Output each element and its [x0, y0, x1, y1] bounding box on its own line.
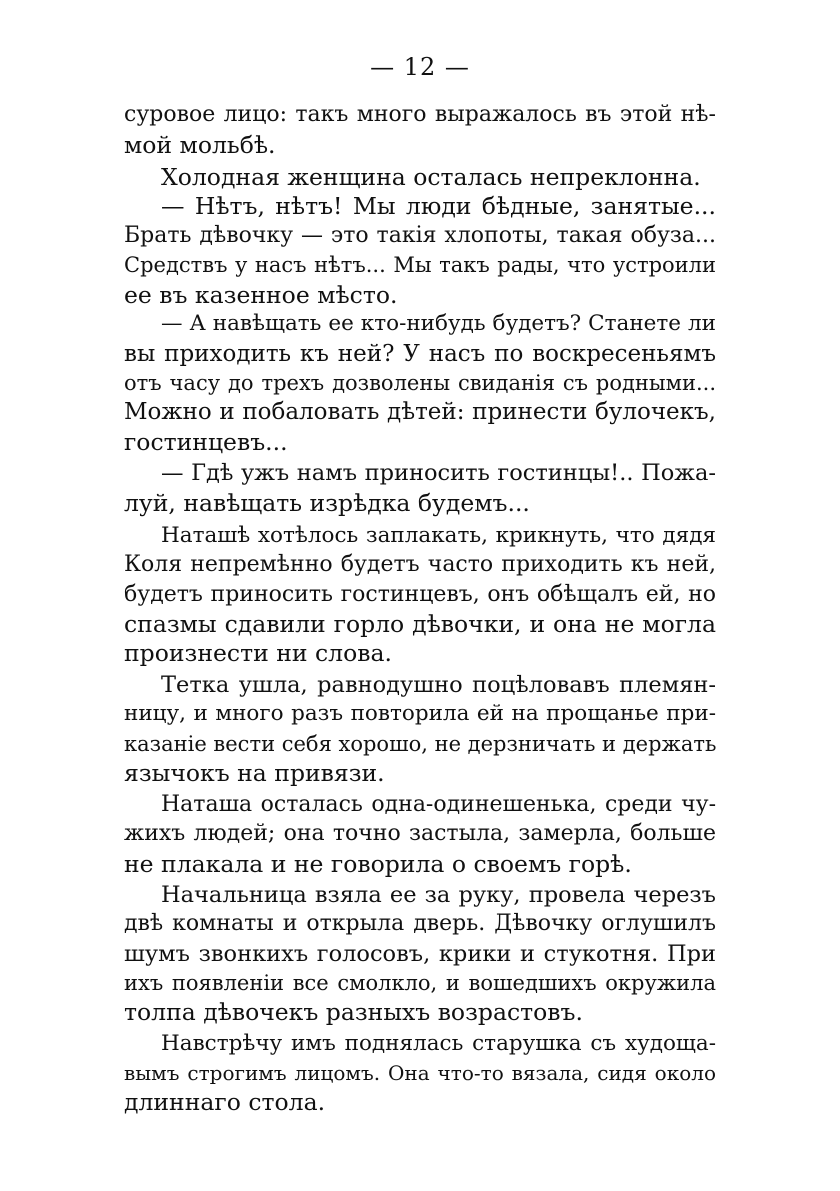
- text-line: ихъ появленіи все смолкло, и вошедшихъ окружила: [124, 971, 716, 995]
- text-line: казаніе вести себя хорошо, не дерзничать и держать: [124, 732, 717, 756]
- text-line: двѣ комнаты и открыла дверь. Дѣвочку оглушилъ: [124, 911, 716, 936]
- text-line: Можно и побаловать дѣтей: принести булочекъ,: [124, 399, 716, 425]
- text-line: вымъ строгимъ лицомъ. Она что-то вязала, сидя около: [124, 1061, 716, 1085]
- text-line: суровое лицо: такъ много выражалось въ этой нѣ-: [124, 102, 716, 127]
- text-line: Начальница взяла ее за руку, провела черезъ: [161, 882, 716, 908]
- text-line: ницу, и много разъ повторила ей на прощанье при-: [124, 701, 716, 726]
- text-line: мой мольбѣ.: [124, 131, 276, 159]
- text-line: Наташа осталась одна-одинешенька, среди чу-: [161, 792, 716, 817]
- text-line: вы приходить къ ней? У насъ по воскресеньямъ: [124, 341, 716, 367]
- text-line: жихъ людей; она точно застыла, замерла, больше: [124, 821, 716, 846]
- text-line: ее въ казенное мѣсто.: [124, 281, 398, 309]
- text-line: Средствъ у насъ нѣтъ... Мы такъ рады, что устроили: [124, 253, 716, 277]
- text-line: Тетка ушла, равнодушно поцѣловавъ племян-: [161, 672, 716, 698]
- text-line: — А навѣщать ее кто-нибудь будетъ? Станете ли: [161, 311, 716, 336]
- text-line: толпа дѣвочекъ разныхъ возрастовъ.: [124, 998, 583, 1026]
- text-line: отъ часу до трехъ дозволены свиданія съ родными...: [124, 371, 716, 395]
- text-line: — Нѣтъ, нѣтъ! Мы люди бѣдные, занятые...: [161, 192, 716, 220]
- text-line: луй, навѣщать изрѣдка будемъ...: [124, 489, 530, 517]
- page-number: — 12 —: [370, 53, 470, 81]
- text-line: Холодная женщина осталась непреклонна.: [161, 163, 701, 191]
- text-line: спазмы сдавили горло дѣвочки, и она не могла: [124, 610, 716, 638]
- text-line: Коля непремѣнно будетъ часто приходить къ ней,: [124, 552, 716, 577]
- text-line: язычокъ на привязи.: [124, 759, 385, 787]
- text-line: — Гдѣ ужъ намъ приносить гостинцы!.. Пожа-: [161, 460, 716, 486]
- text-line: Брать дѣвочку — это такія хлопоты, такая обуза...: [124, 223, 716, 248]
- text-line: шумъ звонкихъ голосовъ, крики и стукотня. При: [124, 941, 716, 967]
- text-line: Навстрѣчу имъ поднялась старушка съ худоща-: [161, 1031, 716, 1056]
- text-line: длиннаго стола.: [124, 1088, 326, 1116]
- text-line: произнести ни слова.: [124, 639, 392, 667]
- text-line: будетъ приносить гостинцевъ, онъ обѣщалъ ей, но: [124, 582, 716, 607]
- text-line: гостинцевъ...: [124, 428, 288, 456]
- text-line: Наташѣ хотѣлось заплакать, крикнуть, что дядя: [161, 523, 716, 548]
- text-line: не плакала и не говорила о своемъ горѣ.: [124, 850, 632, 878]
